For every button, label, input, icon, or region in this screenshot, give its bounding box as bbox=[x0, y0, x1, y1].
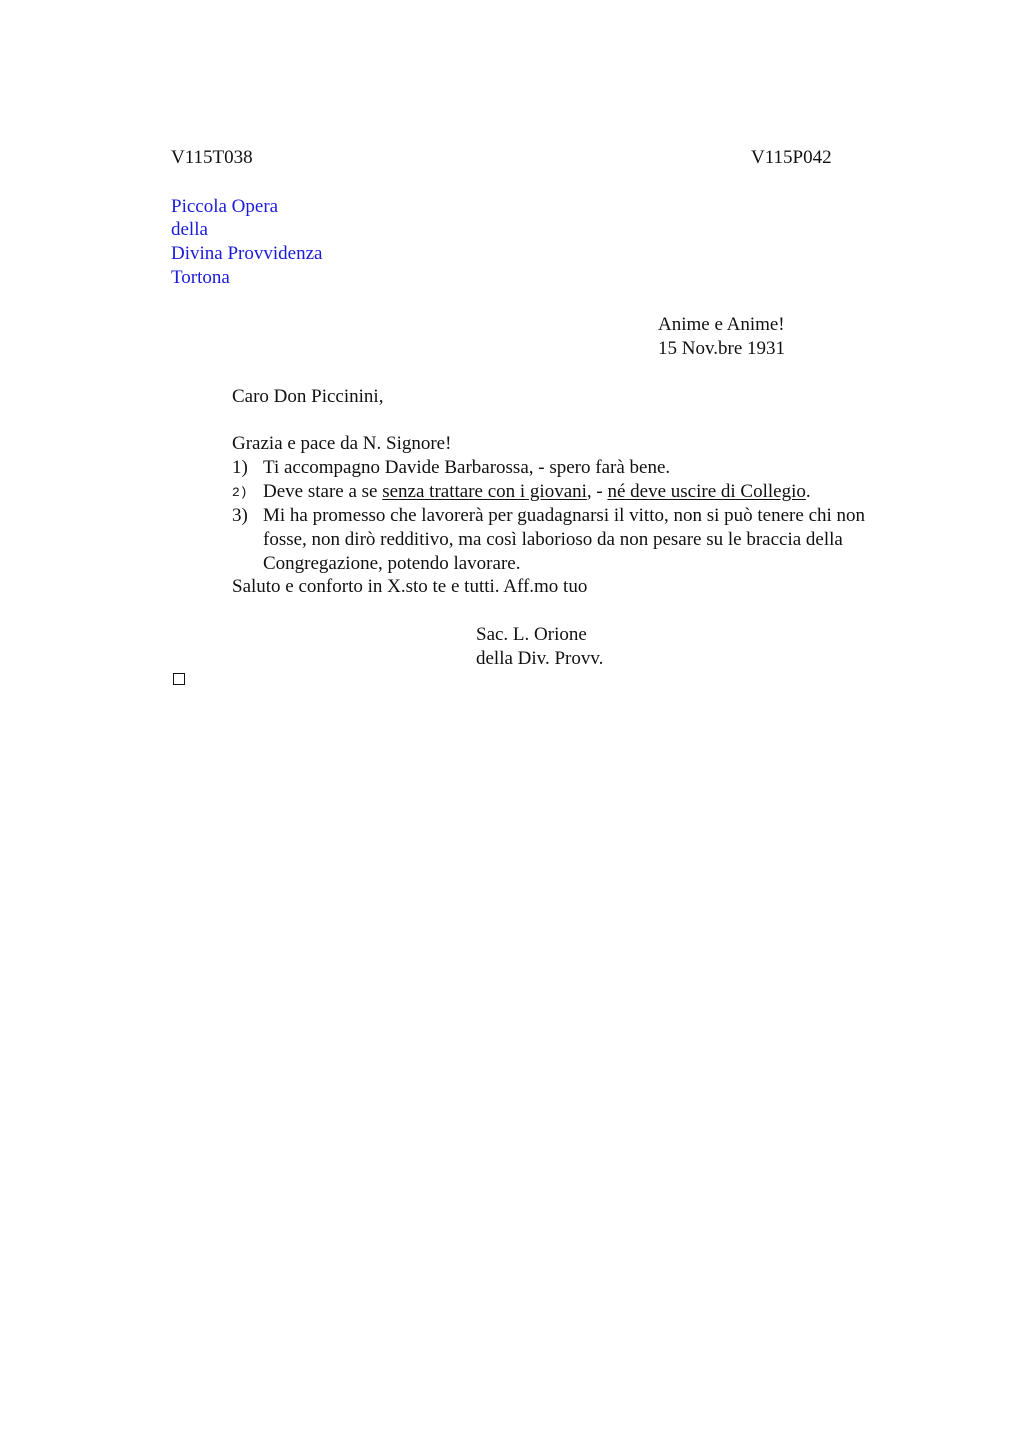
list-item-text: Ti accompagno Davide Barbarossa, - spero farà bene. bbox=[263, 457, 671, 478]
list-item-number: 3) bbox=[232, 505, 248, 526]
document-code-left: V115T038 bbox=[171, 147, 253, 168]
document-code-right: V115P042 bbox=[751, 147, 832, 168]
underlined-phrase: né deve uscire di Collegio bbox=[607, 481, 806, 502]
letterhead-line-2: della bbox=[171, 219, 208, 240]
salutation: Caro Don Piccinini, bbox=[232, 386, 384, 407]
letterhead-line-3: Divina Provvidenza bbox=[171, 243, 323, 264]
end-marker-box bbox=[173, 673, 185, 685]
letterhead-line-4: Tortona bbox=[171, 267, 230, 288]
greeting: Grazia e pace da N. Signore! bbox=[232, 433, 452, 454]
signature-line-2: della Div. Provv. bbox=[476, 648, 604, 669]
underlined-phrase: senza trattare con i giovani bbox=[382, 481, 587, 502]
text-segment: Deve stare a se bbox=[263, 481, 383, 502]
signature-line-1: Sac. L. Orione bbox=[476, 624, 587, 645]
text-segment: . bbox=[805, 481, 811, 502]
list-item-number: 2) bbox=[232, 485, 248, 500]
list-item-text-line: fosse, non dirò redditivo, ma così laborioso da non pesare su le braccia della bbox=[263, 529, 843, 550]
text-segment: , - bbox=[586, 481, 608, 502]
list-item-text-line: Mi ha promesso che lavorerà per guadagnarsi il vitto, non si può tenere chi non bbox=[263, 505, 866, 526]
list-item-text bbox=[263, 480, 811, 504]
letterhead-line-1: Piccola Opera bbox=[171, 196, 279, 217]
list-item-number: 1) bbox=[232, 457, 248, 478]
closing: Saluto e conforto in X.sto te e tutti. Aff.mo tuo bbox=[232, 576, 588, 597]
date: 15 Nov.bre 1931 bbox=[658, 338, 785, 359]
list-item-text-line: Congregazione, potendo lavorare. bbox=[263, 553, 521, 574]
motto: Anime e Anime! bbox=[658, 314, 785, 335]
